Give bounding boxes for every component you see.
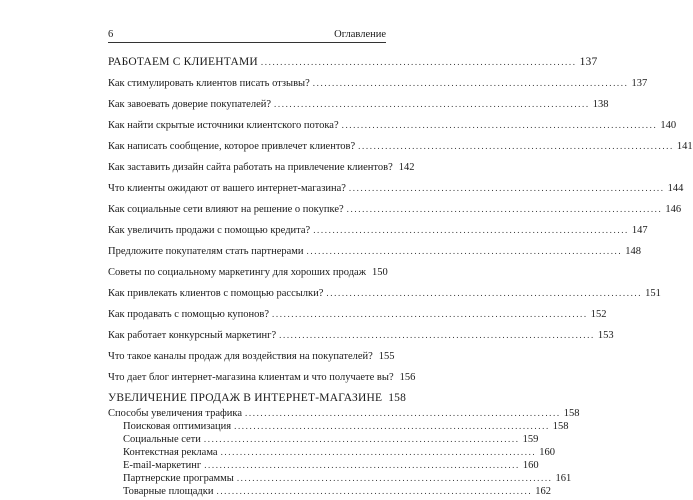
leader-dots: .................................................................................. bbox=[203, 434, 520, 444]
toc-page-number: 155 bbox=[378, 351, 395, 362]
toc-entry bbox=[108, 203, 682, 216]
toc-page-number: 160 bbox=[522, 460, 539, 471]
toc-page-number: 148 bbox=[625, 246, 641, 257]
leader-dots: .................................................................................. bbox=[326, 288, 643, 298]
toc-entry bbox=[108, 119, 677, 132]
toc-entry bbox=[108, 266, 386, 279]
toc-page-number: 158 bbox=[552, 421, 569, 432]
leader-dots: .................................................................................. bbox=[346, 204, 663, 214]
toc-subentry bbox=[108, 485, 551, 498]
toc-page-number: 152 bbox=[590, 309, 607, 320]
leader-dots: .................................................................................. bbox=[313, 225, 629, 235]
toc-page-number: 156 bbox=[399, 372, 416, 383]
toc-entry-title: Как написать сообщение, которое привлечет клиентов? bbox=[108, 141, 356, 152]
toc-entry-title: Что дает блог интернет-магазина клиентам и что получаете вы? bbox=[108, 372, 394, 383]
leader-dots: .................................................................................. bbox=[234, 421, 550, 431]
toc-page-number: 137 bbox=[579, 56, 598, 68]
toc-page-number: 153 bbox=[597, 330, 614, 341]
toc-page-number: 142 bbox=[398, 162, 415, 173]
toc-entry bbox=[108, 140, 693, 153]
toc-subentry-title: Партнерские программы bbox=[123, 473, 234, 484]
toc-subentry bbox=[108, 420, 569, 433]
toc-subentry-title: Поисковая оптимизация bbox=[123, 421, 232, 432]
toc-page-number: 146 bbox=[665, 204, 682, 215]
leader-dots: .................................................................................. bbox=[204, 460, 520, 470]
toc-subentry-title: E-mail-маркетинг bbox=[123, 460, 202, 471]
leader-dots: .................................................................................. bbox=[216, 486, 533, 496]
leader-dots: .................................................................................. bbox=[279, 330, 595, 340]
leader-dots: .................................................................................. bbox=[274, 99, 590, 109]
toc-entry-title: Предложите покупателям стать партнерами bbox=[108, 246, 304, 257]
toc-entry bbox=[108, 245, 641, 258]
toc-entry-title: Как увеличить продажи с помощью кредита? bbox=[108, 225, 311, 236]
toc-entry-title: Как привлекать клиентов с помощью рассылки? bbox=[108, 288, 324, 299]
toc-entry bbox=[108, 329, 614, 342]
toc-page-number: 150 bbox=[371, 267, 388, 278]
toc-entry bbox=[108, 350, 395, 363]
toc-entry bbox=[108, 371, 416, 384]
leader-dots: .................................................................................. bbox=[245, 408, 561, 418]
leader-dots: .................................................................................. bbox=[358, 141, 674, 151]
toc-entry bbox=[108, 224, 648, 237]
toc-page-number: 158 bbox=[563, 408, 580, 419]
toc-entry-title: Что такое каналы продаж для воздействия на покупателей? bbox=[108, 351, 373, 362]
toc-page-number: 144 bbox=[667, 183, 684, 194]
toc-subentry-title: Товарные площадки bbox=[123, 486, 214, 497]
toc-page-number: 161 bbox=[555, 473, 572, 484]
leader-dots: .................................................................................. bbox=[236, 473, 553, 483]
toc-entry-title: Что клиенты ожидают от вашего интернет-магазина? bbox=[108, 183, 346, 194]
toc-entry bbox=[108, 161, 415, 174]
toc-page-number: 138 bbox=[592, 99, 609, 110]
toc-entry bbox=[108, 407, 580, 420]
toc-page-number: 141 bbox=[676, 141, 693, 152]
toc-entry-title: Советы по социальному маркетингу для хороших продаж bbox=[108, 267, 366, 278]
leader-dots: .................................................................................. bbox=[306, 246, 623, 256]
toc-subentry bbox=[108, 446, 556, 459]
leader-dots: .................................................................................. bbox=[312, 78, 629, 88]
toc-subentry-title: Контекстная реклама bbox=[123, 447, 218, 458]
leader-dots: .................................................................................. bbox=[272, 309, 588, 319]
leader-dots: .................................................................................. bbox=[341, 120, 658, 130]
running-title: Оглавление bbox=[334, 29, 386, 40]
toc-entry-title: Как завоевать доверие покупателей? bbox=[108, 99, 272, 110]
toc-entry-title: Как продавать с помощью купонов? bbox=[108, 309, 270, 320]
toc-entry-title: Как стимулировать клиентов писать отзывы? bbox=[108, 78, 310, 89]
toc-subentry bbox=[108, 459, 539, 472]
toc-entry bbox=[108, 98, 609, 111]
toc-entry bbox=[108, 287, 661, 300]
toc-page-number: 147 bbox=[631, 225, 648, 236]
toc-page-number: 137 bbox=[631, 78, 648, 89]
toc-page-number: 159 bbox=[522, 434, 539, 445]
toc-page-number: 158 bbox=[388, 392, 407, 404]
toc-section-title: УВЕЛИЧЕНИЕ ПРОДАЖ В ИНТЕРНЕТ-МАГАЗИНЕ bbox=[108, 392, 383, 404]
toc-section-title: РАБОТАЕМ С КЛИЕНТАМИ bbox=[108, 56, 258, 68]
toc-subentry-title: Социальные сети bbox=[123, 434, 201, 445]
toc-page-number: 151 bbox=[645, 288, 661, 299]
toc-entry bbox=[108, 308, 607, 321]
leader-dots: .................................................................................. bbox=[260, 57, 577, 67]
toc-section-heading bbox=[108, 392, 407, 405]
page-number: 6 bbox=[108, 29, 114, 40]
leader-dots: .................................................................................. bbox=[220, 447, 537, 457]
toc-page-number: 160 bbox=[539, 447, 556, 458]
toc-subentry bbox=[108, 433, 539, 446]
toc-entry bbox=[108, 182, 684, 195]
header-rule bbox=[108, 42, 386, 43]
toc-page-number: 162 bbox=[535, 486, 551, 497]
leader-dots: .................................................................................. bbox=[348, 183, 665, 193]
toc-entry-title: Способы увеличения трафика bbox=[108, 408, 243, 419]
toc-entry-title: Как социальные сети влияют на решение о покупке? bbox=[108, 204, 344, 215]
toc-entry-title: Как заставить дизайн сайта работать на привлечение клиентов? bbox=[108, 162, 393, 173]
toc-page-number: 140 bbox=[660, 120, 677, 131]
toc-subentry bbox=[108, 472, 572, 485]
running-header bbox=[108, 29, 386, 40]
toc-section-heading bbox=[108, 56, 598, 69]
toc-entry-title: Как найти скрытые источники клиентского потока? bbox=[108, 120, 339, 131]
toc-entry-title: Как работает конкурсный маркетинг? bbox=[108, 330, 277, 341]
toc-entry bbox=[108, 77, 648, 90]
